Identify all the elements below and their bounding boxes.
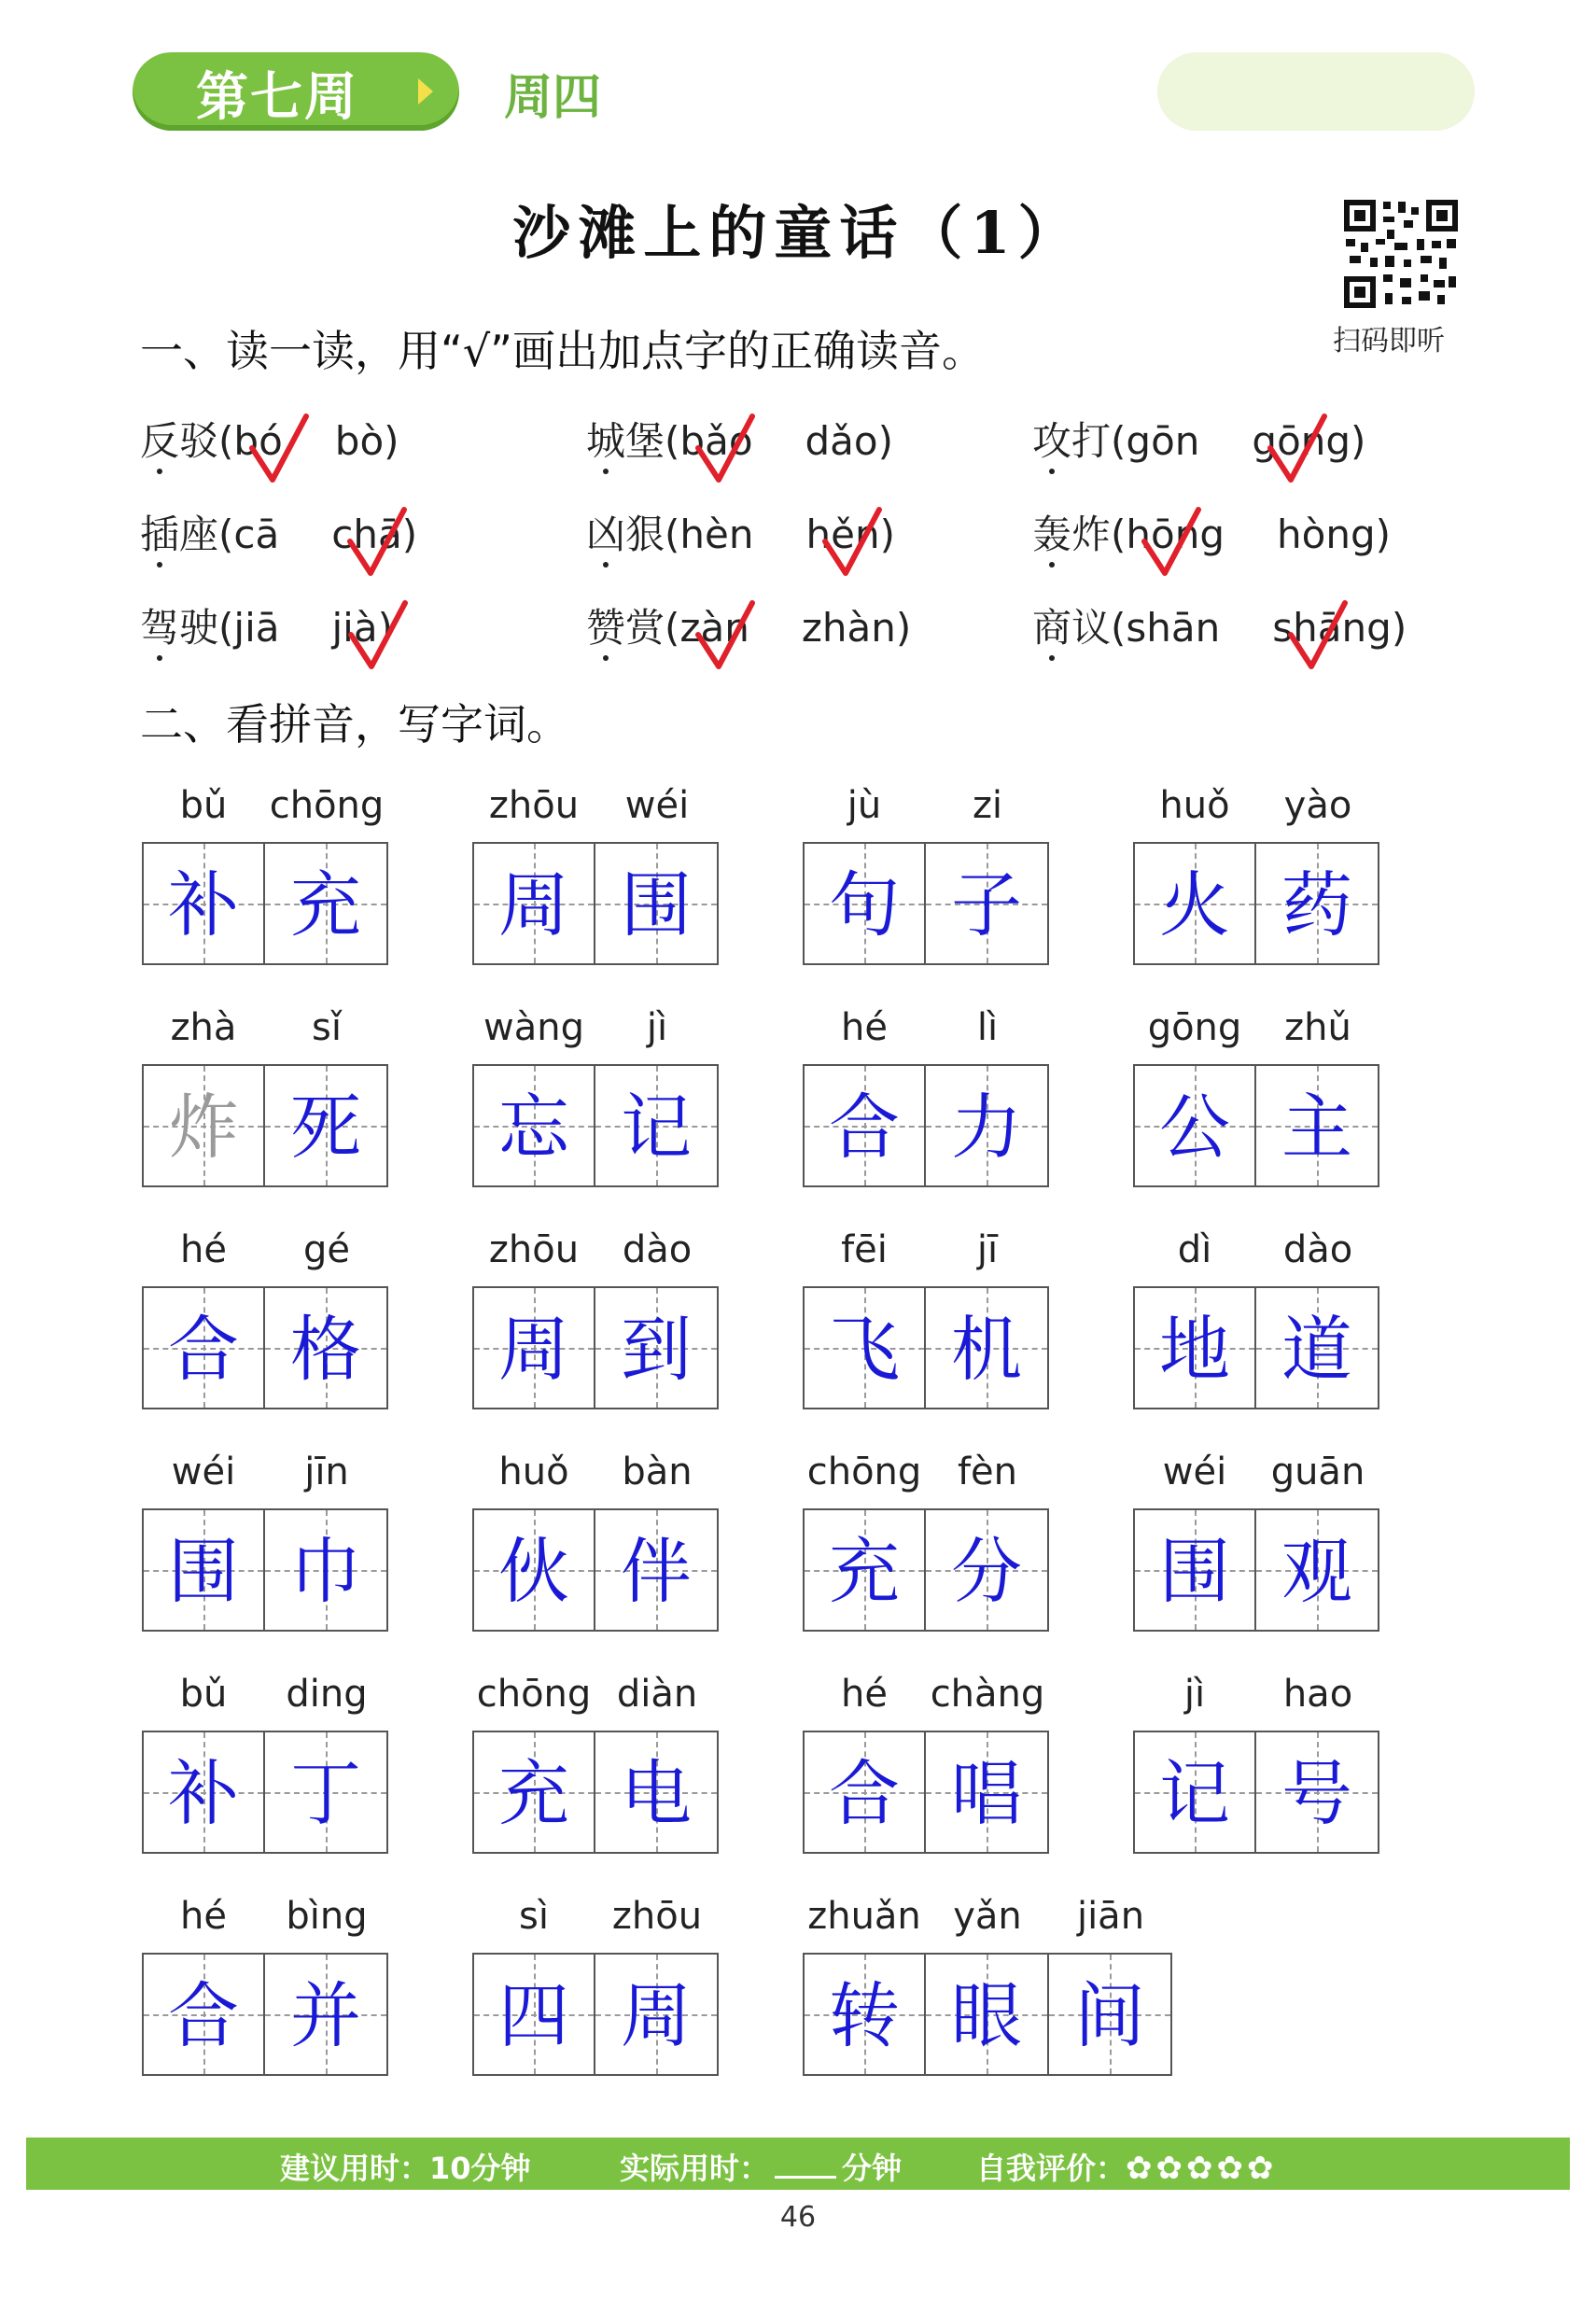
pinyin-label: hé [841,1673,888,1716]
pinyin-label: zhǔ [1284,1006,1351,1049]
writing-cell[interactable] [472,1953,595,2076]
pinyin-label: gé [303,1228,350,1271]
pinyin-label: dào [622,1228,693,1271]
handwritten-answer: 转 [829,1974,900,2057]
handwritten-answer: 巾 [290,1530,361,1613]
writing-cell[interactable] [926,1286,1049,1409]
checkmark-icon [344,506,410,581]
pinyin-option-1[interactable]: hōng [1126,512,1225,557]
writing-cell[interactable] [472,1064,595,1187]
pinyin-label: wàng [483,1006,584,1049]
pinyin-label: lì [976,1006,999,1049]
pinyin-label: bǔ [179,784,228,827]
handwritten-answer: 合 [168,1308,239,1391]
pinyin-option-1[interactable]: shān [1126,605,1221,651]
emphasis-dot [603,562,609,568]
writing-cell[interactable] [265,1508,388,1632]
writing-cell[interactable] [1256,842,1379,965]
pinyin-label: diàn [616,1673,698,1716]
handwritten-answer: 充 [290,863,361,946]
emphasis-dot [157,469,162,474]
pronunciation-item: 反 驳(bó bò) [140,411,399,467]
writing-cell[interactable] [265,1286,388,1409]
handwritten-answer: 补 [168,1752,239,1835]
writing-cell[interactable] [265,1064,388,1187]
pinyin-label: fèn [957,1451,1018,1493]
handwritten-answer: 周 [621,1974,692,2057]
handwritten-answer: 合 [168,1974,239,2057]
flower-star-icon[interactable]: ✿ [1155,2150,1183,2187]
pronunciation-item: 攻 打(gōn gōng ) [1032,411,1365,467]
handwritten-answer: 机 [951,1308,1022,1391]
handwritten-answer: 并 [290,1974,361,2057]
handwritten-answer: 周 [498,863,569,946]
pronunciation-word: 反 驳 [140,411,218,467]
pinyin-label: huǒ [498,1451,569,1493]
pinyin-label: gōng [1147,1006,1242,1049]
writing-cell[interactable] [472,1731,595,1854]
pinyin-label: zhuǎn [807,1895,921,1938]
writing-cell[interactable] [926,1953,1049,2076]
handwritten-answer: 地 [1159,1308,1230,1391]
handwritten-answer: 围 [621,863,692,946]
handwritten-answer: 力 [951,1086,1022,1169]
handwritten-answer: 到 [621,1308,692,1391]
checkmark-icon [345,599,411,674]
handwritten-answer: 记 [1159,1752,1230,1835]
handwritten-answer: 道 [1281,1308,1352,1391]
page-number: 46 [779,2201,817,2234]
pinyin-label: hé [180,1228,227,1271]
pinyin-label: hé [180,1895,227,1938]
pronunciation-item: 商 议(shān shāng ) [1032,597,1407,653]
flower-star-icon[interactable]: ✿ [1186,2150,1213,2187]
pinyin-option-1[interactable]: bó [233,418,282,464]
writing-cell[interactable] [1256,1064,1379,1187]
header-decoration [1157,52,1475,131]
writing-cell[interactable] [142,1953,265,2076]
pinyin-option-2[interactable]: gōng [1252,418,1351,464]
pronunciation-word: 攻 打 [1032,411,1111,467]
emphasis-dot [1049,469,1055,474]
writing-cell[interactable] [472,1508,595,1632]
handwritten-answer: 伴 [621,1530,692,1613]
pinyin-option-2[interactable]: jià [332,605,378,651]
writing-cell[interactable] [926,1064,1049,1187]
pinyin-label: jì [1183,1673,1206,1716]
writing-cell[interactable] [1133,1286,1256,1409]
writing-cell[interactable] [803,842,926,965]
writing-cell[interactable] [1133,1731,1256,1854]
handwritten-answer: 眼 [951,1974,1022,2057]
pinyin-option-1[interactable]: zàn [679,605,749,651]
writing-cell[interactable] [1256,1286,1379,1409]
qr-caption: 扫码即听 [1333,325,1445,357]
week-label: 第七周 [196,66,358,128]
writing-cell[interactable] [265,1953,388,2076]
handwritten-answer: 号 [1281,1752,1352,1835]
pinyin-label: chōng [476,1673,592,1716]
flower-star-icon[interactable]: ✿ [1126,2150,1153,2187]
pinyin-label: jì [646,1006,668,1049]
pronunciation-word: 城 堡 [586,411,665,467]
pronunciation-word: 商 议 [1032,597,1111,653]
pronunciation-word: 赞 赏 [586,597,665,653]
self-evaluation-label: 自我评价： [976,2151,1127,2186]
emphasis-dot [1049,655,1055,661]
rating-stars[interactable] [1126,2151,1278,2186]
pinyin-label: zi [972,784,1003,827]
pinyin-option-1[interactable]: hèn [679,512,754,557]
pinyin-label: wéi [624,784,690,827]
suggested-time: 建议用时：10分钟 [280,2151,531,2186]
pinyin-option-1[interactable]: jiā [233,605,280,651]
printed-character: 炸 [168,1086,239,1169]
writing-cell[interactable] [142,1286,265,1409]
pinyin-option-1[interactable]: bǎo [679,418,752,464]
pinyin-label: fēi [841,1228,888,1271]
pinyin-label: chàng [930,1673,1045,1716]
pronunciation-word: 驾 驶 [140,597,218,653]
writing-cell[interactable] [1049,1953,1172,2076]
writing-cell[interactable] [926,1508,1049,1632]
pinyin-label: jīn [304,1451,349,1493]
pronunciation-word: 轰 炸 [1032,504,1111,560]
writing-cell[interactable] [926,1731,1049,1854]
emphasis-dot [157,655,162,661]
pinyin-label: hé [841,1006,888,1049]
pinyin-label: sì [519,1895,549,1938]
handwritten-answer: 电 [621,1752,692,1835]
handwritten-answer: 周 [498,1308,569,1391]
self-evaluation [976,2145,1278,2188]
writing-cell[interactable] [803,1953,926,2076]
actual-time-blank[interactable] [775,2152,836,2179]
checkmark-icon [1139,506,1204,581]
handwritten-answer: 句 [829,863,900,946]
checkmark-icon [693,413,758,487]
handwritten-answer: 死 [290,1086,361,1169]
writing-cell[interactable] [803,1064,926,1187]
page-title: 沙滩上的童话（1） [512,199,1084,267]
pinyin-label: chōng [269,784,385,827]
handwritten-answer: 四 [498,1974,569,2057]
pinyin-label: guān [1270,1451,1365,1493]
writing-cell[interactable] [595,1731,719,1854]
actual-time [620,2145,902,2188]
flower-star-icon[interactable]: ✿ [1247,2150,1274,2187]
pinyin-label: zhōu [488,784,580,827]
pinyin-option-1[interactable]: gōn [1126,418,1200,464]
pinyin-option-2[interactable]: chā [331,512,401,557]
pronunciation-item: 插 座(cā chā ) [140,504,417,560]
pronunciation-item: 赞 赏(zàn zhàn) [586,597,911,653]
pinyin-option-1[interactable]: cā [233,512,280,557]
pinyin-label: wéi [1162,1451,1227,1493]
pinyin-label: yǎn [953,1895,1022,1938]
pinyin-label: hao [1282,1673,1353,1716]
writing-cell[interactable] [472,1286,595,1409]
writing-cell[interactable] [595,842,719,965]
pinyin-label: ding [286,1673,368,1716]
pronunciation-word: 插 座 [140,504,218,560]
pinyin-label: dào [1282,1228,1353,1271]
handwritten-answer: 主 [1281,1086,1352,1169]
pinyin-label: huǒ [1159,784,1230,827]
pinyin-option-2[interactable]: hòng [1277,512,1376,557]
pinyin-label: jù [847,784,882,827]
handwritten-answer: 药 [1281,863,1352,946]
writing-cell[interactable] [1133,1508,1256,1632]
handwritten-answer: 火 [1159,863,1230,946]
pronunciation-item: 凶 狠(hèn hěn ) [586,504,895,560]
actual-time-label: 实际用时： [620,2151,770,2186]
handwritten-answer: 合 [829,1086,900,1169]
handwritten-answer: 忘 [498,1086,569,1169]
writing-cell[interactable] [803,1508,926,1632]
writing-cell[interactable] [1256,1731,1379,1854]
pinyin-label: zhōu [611,1895,703,1938]
handwritten-answer: 格 [290,1308,361,1391]
section1-heading: 一、读一读，用“√”画出加点字的正确读音。 [140,326,985,376]
handwritten-answer: 公 [1159,1086,1230,1169]
pinyin-option-2[interactable]: shāng [1272,605,1392,651]
pronunciation-item: 驾 驶(jiā jià ) [140,597,393,653]
day-label: 周四 [504,69,602,126]
pinyin-label: bàn [622,1451,693,1493]
handwritten-answer: 飞 [829,1308,900,1391]
pinyin-label: yào [1283,784,1352,827]
flower-star-icon[interactable]: ✿ [1216,2150,1244,2187]
writing-cell[interactable] [142,1731,265,1854]
writing-cell[interactable] [265,842,388,965]
pronunciation-item: 轰 炸(hōng hòng) [1032,504,1391,560]
writing-cell[interactable] [142,1064,265,1187]
pinyin-label: chōng [806,1451,922,1493]
handwritten-answer: 记 [621,1086,692,1169]
pronunciation-word: 凶 狠 [586,504,665,560]
handwritten-answer: 伙 [498,1530,569,1613]
arrow-right-icon [418,78,433,105]
emphasis-dot [1049,562,1055,568]
checkmark-icon [1265,413,1330,487]
handwritten-answer: 充 [498,1752,569,1835]
writing-cell[interactable] [803,1731,926,1854]
writing-cell[interactable] [803,1286,926,1409]
writing-cell[interactable] [265,1731,388,1854]
actual-time-unit: 分钟 [842,2151,903,2186]
checkmark-icon [1285,599,1351,674]
pinyin-label: wéi [171,1451,236,1493]
pinyin-label: sǐ [312,1006,342,1049]
writing-cell[interactable] [926,842,1049,965]
writing-cell[interactable] [1256,1508,1379,1632]
handwritten-answer: 充 [829,1530,900,1613]
checkmark-icon [693,599,758,674]
handwritten-answer: 唱 [951,1752,1022,1835]
pinyin-option-2[interactable]: hěn [806,512,880,557]
writing-cell[interactable] [472,842,595,965]
writing-cell[interactable] [1133,842,1256,965]
handwritten-answer: 子 [951,863,1022,946]
emphasis-dot [603,655,609,661]
handwritten-answer: 补 [168,863,239,946]
pinyin-label: dì [1177,1228,1212,1271]
writing-cell[interactable] [595,1286,719,1409]
writing-cell[interactable] [595,1064,719,1187]
checkmark-icon [246,413,312,487]
emphasis-dot [157,562,162,568]
pinyin-label: zhà [170,1006,237,1049]
writing-cell[interactable] [142,1508,265,1632]
writing-cell[interactable] [1133,1064,1256,1187]
pinyin-label: jī [976,1228,999,1271]
handwritten-answer: 观 [1281,1530,1352,1613]
pronunciation-item: 城 堡(bǎo dǎo) [586,411,893,467]
pinyin-label: zhōu [488,1228,580,1271]
pinyin-label: jiān [1076,1895,1145,1938]
handwritten-answer: 围 [1159,1530,1230,1613]
qr-code-icon[interactable] [1342,198,1460,310]
handwritten-answer: 丁 [290,1752,361,1835]
pinyin-label: bìng [286,1895,368,1938]
handwritten-answer: 围 [168,1530,239,1613]
section2-heading: 二、看拼音，写字词。 [140,699,569,750]
writing-cell[interactable] [595,1953,719,2076]
pinyin-option-2[interactable]: dǎo [805,418,878,464]
handwritten-answer: 合 [829,1752,900,1835]
pinyin-label: bǔ [179,1673,228,1716]
writing-cell[interactable] [142,842,265,965]
pinyin-option-2[interactable]: zhàn [801,605,896,651]
emphasis-dot [603,469,609,474]
pinyin-option-2[interactable]: bò [334,418,385,464]
checkmark-icon [819,506,885,581]
handwritten-answer: 分 [951,1530,1022,1613]
handwritten-answer: 间 [1074,1974,1145,2057]
writing-cell[interactable] [595,1508,719,1632]
